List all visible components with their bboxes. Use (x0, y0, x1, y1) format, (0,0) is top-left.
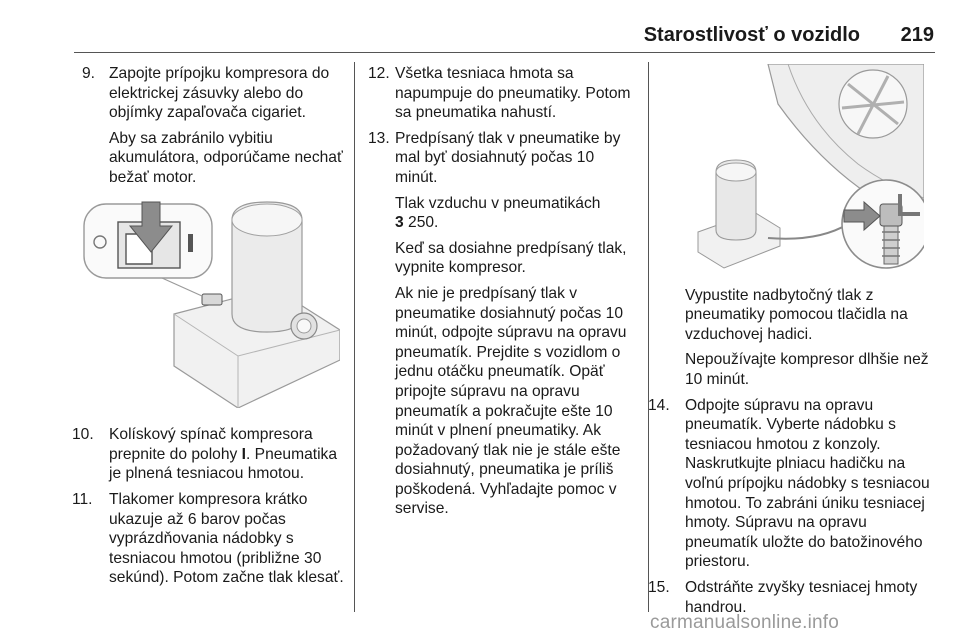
step-text-part: . Pneumatika je plnená tesniacou hmotou. (109, 445, 338, 483)
watermark: carmanualsonline.info (650, 612, 840, 633)
step-number: 13. (368, 129, 390, 147)
step-text-part: Kolískový spínač kompresora prepnite do polohy (109, 426, 313, 463)
cross-reference (395, 194, 636, 233)
step-9 (82, 64, 348, 188)
column-2 (368, 64, 636, 525)
step-10 (72, 425, 348, 484)
step-11 (72, 490, 348, 588)
step-13 (368, 129, 636, 519)
step-text: Keď sa dosiahne predpísaný tlak, vypnite kompresor. (395, 239, 627, 277)
tyre-valve-illustration (658, 64, 938, 276)
step-text (109, 425, 348, 484)
step-note: Aby sa zabránilo vybitiu akumulátora, odporúčame nechať bežať motor. (109, 129, 343, 186)
step-text: Odpojte súpravu na opravu pneumatík. Vyberte nádobku s tesniacou hmotou z konzoly. Naskrutkujte plniacu hadičku na voľnú prípojku nádobky s tesniacou hmotou. To zabráni úniku tesniacej hmoty. Súpravu na opravu pneumatík uložte do batožinového priestoru. (685, 396, 930, 571)
compressor-switch-icon (82, 196, 340, 408)
step-number: 12. (368, 65, 390, 82)
page-number: 219 (900, 24, 934, 46)
step-14 (648, 396, 938, 572)
step-12 (368, 64, 636, 123)
step-text: Všetka tesniaca hmota sa napumpuje do pneumatiky. Potom sa pneumatika nahustí. (395, 65, 631, 122)
switch-position: I (241, 445, 246, 463)
page-reference-icon: 3 (395, 214, 404, 232)
step-number: 10. (72, 426, 94, 444)
step-number: 15. (648, 578, 670, 596)
step-text: Odstráňte zvyšky tesniacej hmoty handrou. (685, 578, 918, 616)
reference-label: Tlak vzduchu v pneumatikách (395, 194, 601, 212)
column-divider (354, 62, 355, 612)
column-1 (72, 64, 348, 594)
step-text: Predpísaný tlak v pneumatike by mal byť dosiahnutý počas 10 minút. (395, 129, 621, 186)
step-number: 14. (648, 396, 670, 414)
step-text: Ak nie je predpísaný tlak v pneumatike dosiahnutý počas 10 minút, odpojte súpravu na opravu pneumatík. Prejdite s vozidlom o jednu otáčku pneumatík. Opäť pripojte súpravu na opravu pneumatík a pokračujte ešte 10 minút v plnení pneumatiky. Ak požadovaný tlak nie je stále ešte dosiahnutý, pneumatika je príliš poškodená. Vyhľadajte pomoc v servise. (395, 284, 627, 518)
tyre-hose-icon (658, 64, 924, 270)
section-title: Starostlivosť o vozidlo (643, 24, 860, 46)
column-3 (648, 64, 938, 623)
page-reference[interactable]: 250. (403, 214, 439, 232)
step-text: Tlakomer kompresora krátko ukazuje až 6 barov počas vyprázdňovania nádobky s tesniacou hmotou (približne 30 sekúnd). Potom začne tlak klesať. (109, 490, 344, 587)
step-13-continued (658, 286, 938, 390)
compressor-illustration (82, 196, 348, 414)
step-number: 11. (72, 490, 93, 508)
step-number: 9. (82, 65, 96, 82)
step-text: Zapojte prípojku kompresora do elektrickej zásuvky alebo do objímky zapaľovača cigariet. (109, 65, 330, 122)
step-note: Nepoužívajte kompresor dlhšie než 10 minút. (685, 351, 929, 388)
column-divider (648, 62, 649, 612)
step-text: Vypustite nadbytočný tlak z pneumatiky pomocou tlačidla na vzduchovej hadici. (685, 286, 908, 343)
header-rule (74, 52, 935, 53)
